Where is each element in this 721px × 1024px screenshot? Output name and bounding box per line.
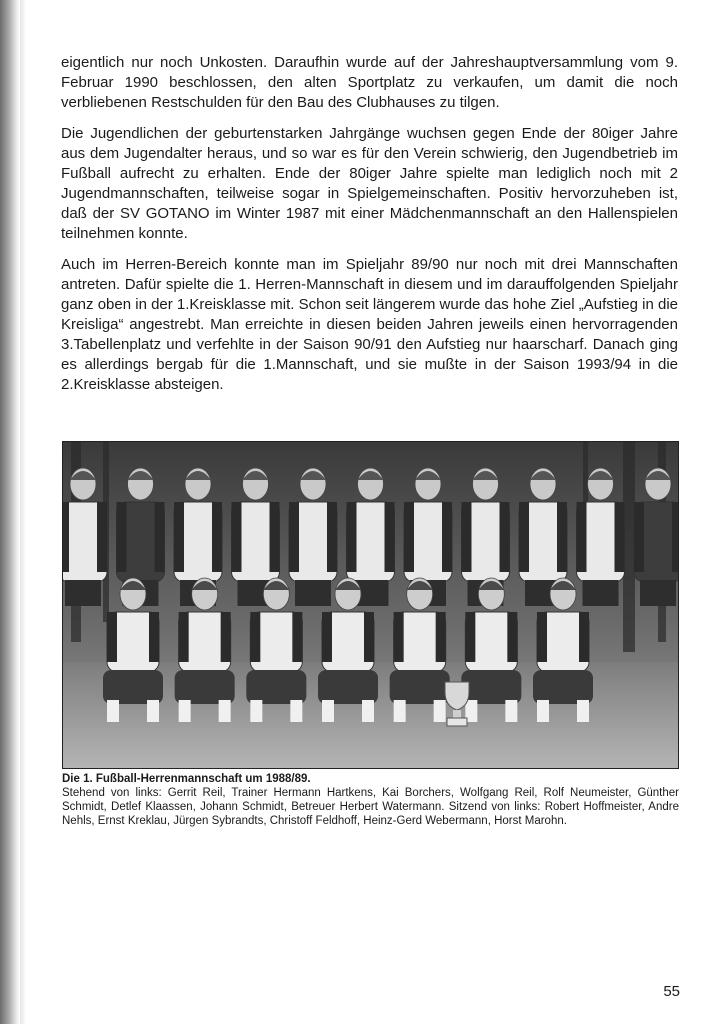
page-number: 55 [663,983,680,1000]
photo-caption [62,772,679,828]
caption-text: Stehend von links: Gerrit Reil, Trainer Hermann Hartkens, Kai Borchers, Wolfgang Reil, Rolf Neumeister, Günther Schmidt, Detlef Klaassen, Johann Schmidt, Betreuer Herbert Watermann. Sitzend von links: Robert Hoffmeister, Andre Nehls, Ernst Kreklau, Jürgen Sybrandts, Christoff Feldhoff, Heinz-Gerd Webermann, Horst Marohn. [62,787,679,827]
paragraph-3: Auch im Herren-Bereich konnte man im Spieljahr 89/90 nur noch mit drei Mannschaften antreten. Dafür spielte die 1. Herren-Mannschaft in diesem und im darauffolgenden Spieljahr ganz oben in der 1.Kreisklasse mit. Schon seit längerem wurde das hohe Ziel „Aufstieg in die Kreisliga“ angestrebt. Man erreichte in diesen beiden Jahren jeweils einen hervorragenden 3.Tabellenplatz und verfehlte in der Saison 90/91 den Aufstieg nur haarscharf. Danach ging es allerdings bergab für die 1.Mannschaft, und sie mußte in der Saison 1993/94 in die 2.Kreisklasse absteigen. [61,256,678,393]
body-text [61,53,678,406]
trophy-icon [445,682,469,726]
team-photo-illustration [63,442,678,768]
team-photo [62,441,679,769]
paragraph-2: Die Jugendlichen der geburtenstarken Jahrgänge wuchsen gegen Ende der 80iger Jahre aus dem Jugendalter heraus, und so war es für den Verein schwierig, den Jugendbetrieb im Fußball aufrecht zu erhalten. Ende der 80iger Jahre spielte man lediglich noch mit 2 Jugendmannschaften, teilweise sogar in Spielgemeinschaften. Positiv hervorzuheben ist, daß der SV GOTANO im Winter 1987 mit einer Mädchenmannschaft an den Hallenspielen teilnehmen konnte. [61,125,678,242]
page-gutter-shadow [20,0,26,1024]
paragraph-1: eigentlich nur noch Unkosten. Daraufhin wurde auf der Jahreshauptversammlung vom 9. Februar 1990 beschlossen, den alten Sportplatz zu verkaufen, um damit die noch verbliebenen Restschulden für den Bau des Clubhauses zu tilgen. [61,54,678,111]
caption-title: Die 1. Fußball-Herrenmannschaft um 1988/89. [62,773,311,785]
book-spine-shadow [0,0,20,1024]
